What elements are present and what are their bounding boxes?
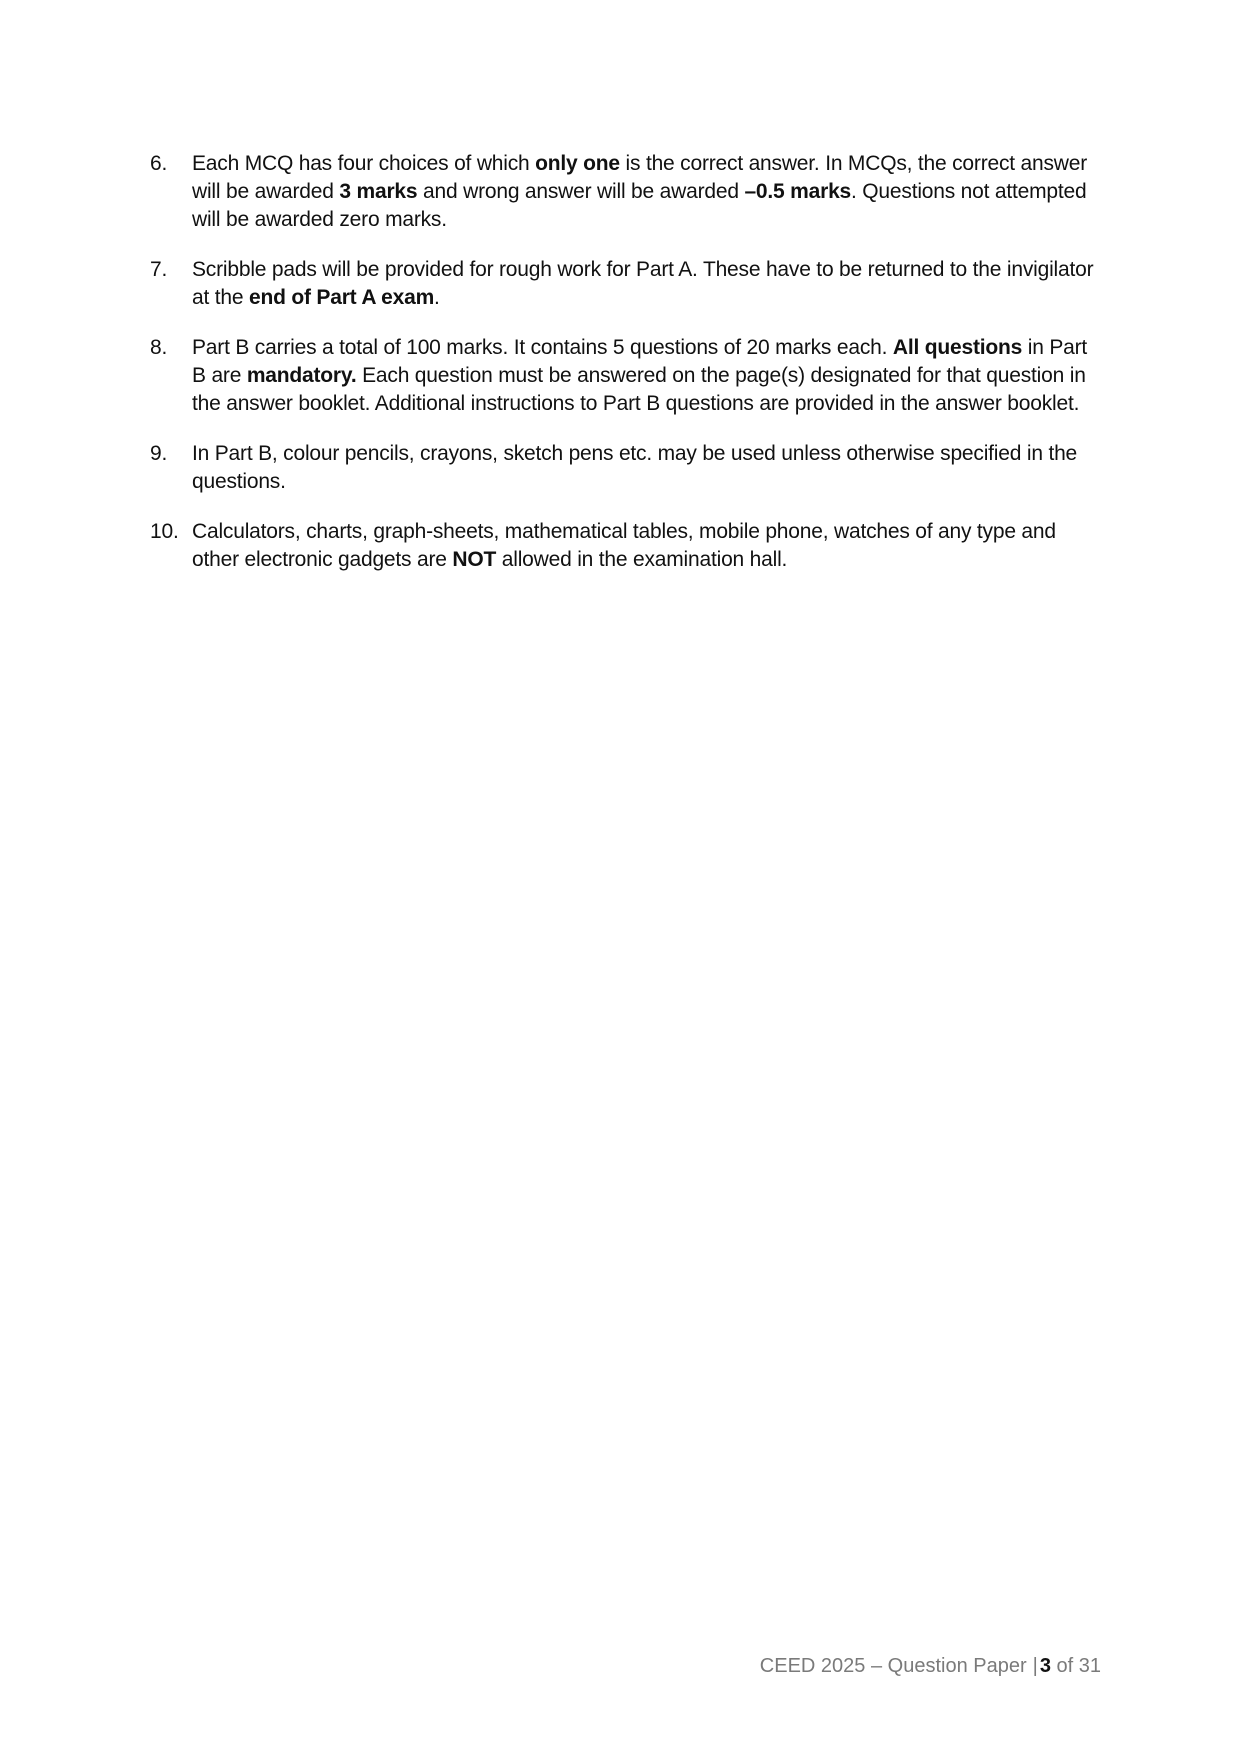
footer-page-total: of 31 [1050,1655,1101,1677]
instruction-emphasis: –0.5 marks [744,180,852,203]
instruction-segment: Part B carries a total of 100 marks. It contains 5 questions of 20 marks each. [192,336,893,359]
footer-separator: | [1032,1655,1038,1677]
instruction-number: 7. [150,258,168,281]
instruction-item [150,150,1100,234]
instruction-text [192,518,1100,574]
footer-page-number: 3 [1039,1655,1051,1677]
footer-title: CEED 2025 – Question Paper [759,1655,1027,1677]
instruction-item [150,518,1100,574]
instruction-segment: Scribble pads will be provided for rough work for Part A. These have to be returned to the invigilator at the [192,258,1094,309]
instruction-segment: Calculators, charts, graph-sheets, mathematical tables, mobile phone, watches of any type and other electronic gadgets are [192,520,1056,571]
instruction-number: 6. [150,152,168,175]
instruction-item [150,334,1100,418]
instruction-segment: In Part B, colour pencils, crayons, sketch pens etc. may be used unless otherwise specified in the questions. [192,442,1078,493]
instruction-segment: Each MCQ has four choices of which [192,152,536,175]
instruction-segment: . Questions not attempted will be awarded zero marks. [192,180,1087,231]
page-footer [760,1655,1101,1678]
instruction-emphasis: 3 marks [339,180,418,203]
instruction-text [192,256,1100,312]
instruction-segment: allowed in the examination hall. [496,548,788,571]
instruction-segment: . [434,286,440,309]
instruction-segment: Each question must be answered on the page(s) designated for that question in the answer booklet. Additional instructions to Part B questions are provided in the answer booklet. [192,364,1086,415]
instruction-text [192,150,1100,234]
instruction-item [150,440,1100,496]
instruction-segment: is the correct answer. In MCQs, the correct answer will be awarded [192,152,1088,203]
instruction-emphasis: end of Part A exam [248,286,435,309]
instruction-number: 10. [150,520,179,543]
instruction-text [192,440,1100,496]
instruction-segment: in Part B are [192,336,1088,387]
instruction-number: 8. [150,336,168,359]
instruction-emphasis: NOT [452,548,497,571]
instructions-list [150,150,1100,596]
instruction-item [150,256,1100,312]
instruction-text [192,334,1100,418]
instruction-emphasis: only one [535,152,620,175]
instruction-segment: and wrong answer will be awarded [417,180,745,203]
instruction-number: 9. [150,442,168,465]
instruction-emphasis: mandatory. [246,364,357,387]
instruction-emphasis: All questions [892,336,1023,359]
